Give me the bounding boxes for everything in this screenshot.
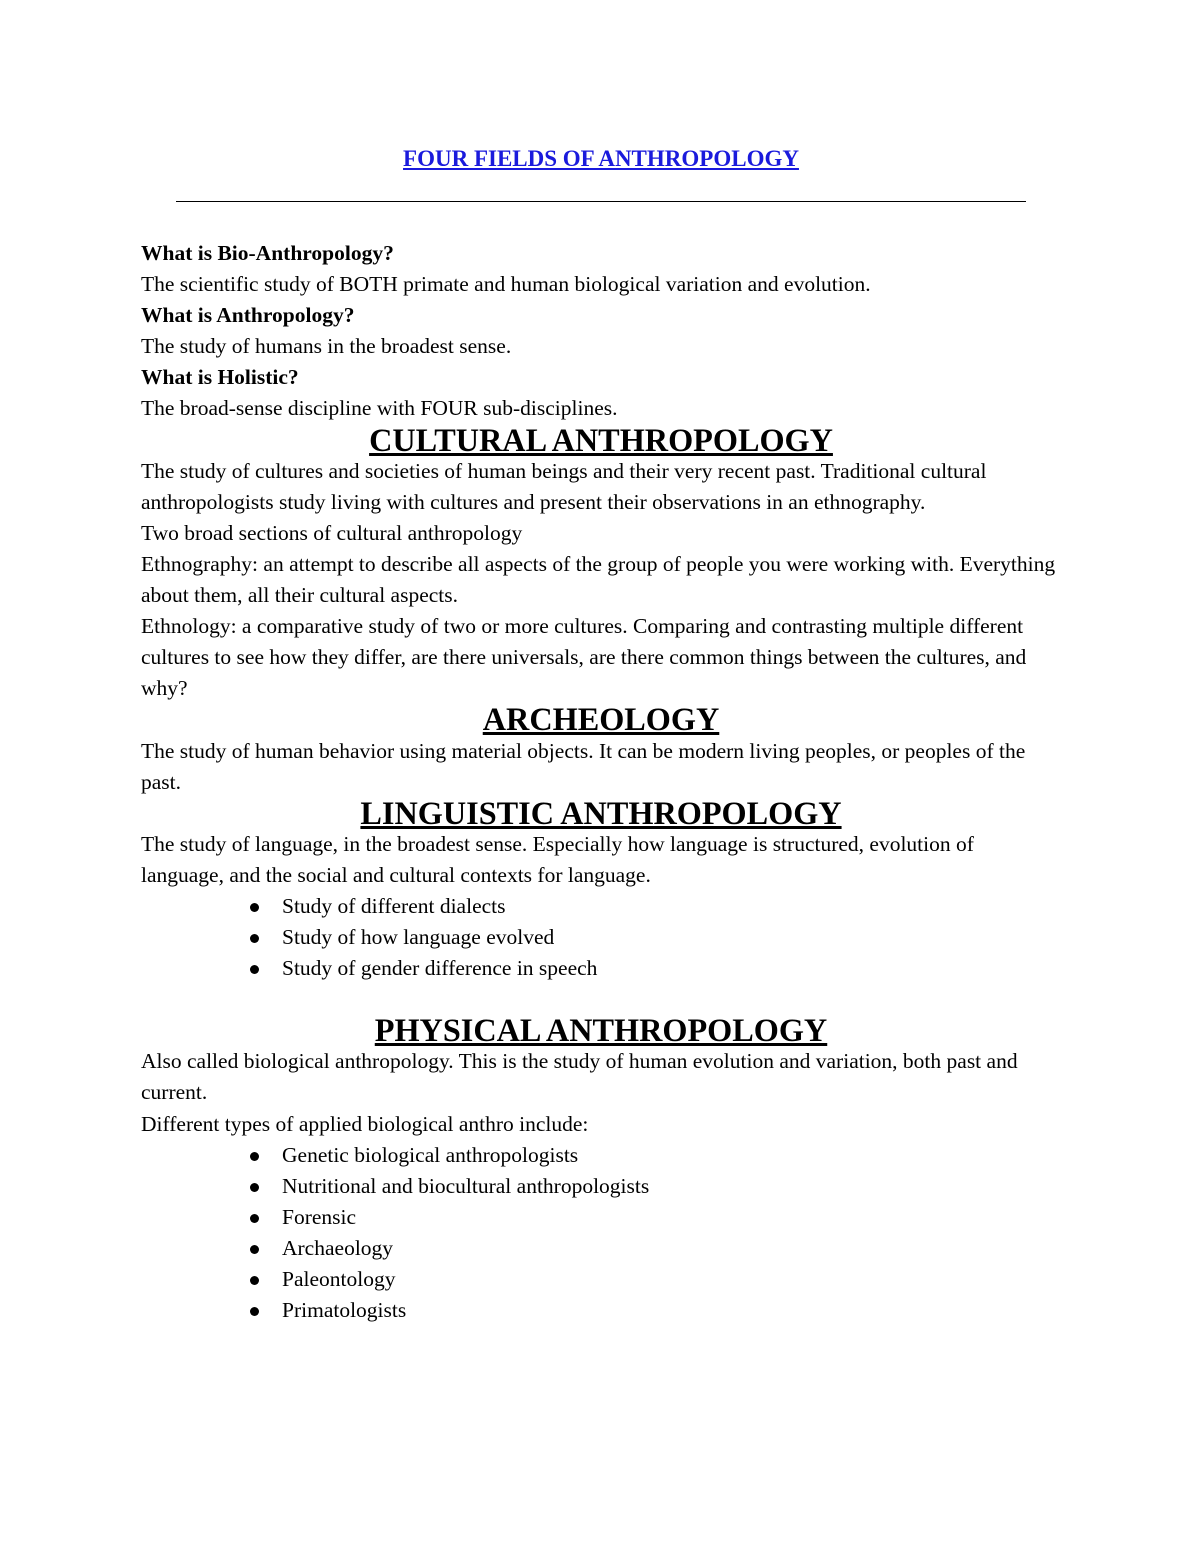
list-item-text: Study of different dialects [282, 893, 506, 918]
list-item [249, 891, 1061, 922]
definition-question: What is Anthropology? [141, 303, 355, 328]
list-item [249, 953, 1061, 984]
paragraph: The study of human behavior using material objects. It can be modern living peoples, or peoples of the past. [141, 738, 1026, 794]
bullet-icon [250, 1152, 259, 1161]
list-item [249, 1140, 1061, 1171]
list-item-text: Nutritional and biocultural anthropologists [282, 1173, 650, 1198]
section-heading: CULTURAL ANTHROPOLOGY [369, 421, 833, 458]
bullet-icon [250, 965, 259, 974]
definition-answer: The broad-sense discipline with FOUR sub-disciplines. [141, 396, 618, 421]
paragraph: Also called biological anthropology. This is the study of human evolution and variation, both past and current. [141, 1049, 1018, 1105]
list-item-text: Study of gender difference in speech [282, 956, 598, 981]
bullet-icon [250, 1307, 259, 1316]
paragraph: Ethnography: an attempt to describe all aspects of the group of people you were working with. Everything about them, all their cultural aspects. [141, 551, 1056, 608]
paragraph: The study of cultures and societies of human beings and their very recent past. Traditional cultural anthropologists study living with cultures and present their observations in an ethnography. [141, 458, 987, 514]
definition-question: What is Holistic? [141, 365, 299, 390]
list-item-text: Genetic biological anthropologists [282, 1142, 579, 1167]
list-item-text: Paleontology [282, 1267, 396, 1291]
bullet-icon [250, 1214, 259, 1223]
list-item [249, 1202, 1061, 1233]
paragraph: Two broad sections of cultural anthropology [141, 520, 523, 545]
bullet-icon [250, 1245, 259, 1254]
paragraph: Ethnology: a comparative study of two or more cultures. Comparing and contrasting multiple different cultures to see how they differ, are there universals, are there common things between the cultures, and why? [141, 614, 1027, 701]
bullet-list [141, 891, 1061, 984]
document-title: FOUR FIELDS OF ANTHROPOLOGY [403, 146, 799, 171]
list-item-text: Study of how language evolved [282, 925, 555, 950]
spacer [141, 984, 1061, 1015]
cultural-anthropology-section [141, 421, 1061, 705]
list-item [249, 922, 1061, 953]
paragraph: The study of language, in the broadest sense. Especially how language is structured, evolution of language, and the social and cultural contexts for language. [141, 831, 974, 887]
bullet-icon [250, 1183, 259, 1192]
definition-answer: The scientific study of BOTH primate and human biological variation and evolution. [141, 272, 871, 297]
document-page [141, 140, 1061, 1326]
physical-anthropology-section [141, 1012, 1061, 1326]
definition-question: What is Bio-Anthropology? [141, 241, 394, 265]
linguistic-anthropology-section [141, 794, 1061, 985]
list-item [249, 1233, 1061, 1264]
list-item [249, 1295, 1061, 1326]
bullet-list [141, 1140, 1061, 1327]
section-heading: ARCHEOLOGY [482, 701, 720, 738]
title-divider [176, 201, 1026, 202]
archeology-section [141, 701, 1061, 797]
bullet-icon [250, 903, 259, 912]
bullet-icon [250, 934, 259, 943]
list-item-text: Forensic [282, 1204, 357, 1229]
list-item [249, 1171, 1061, 1202]
paragraph: Different types of applied biological anthro include: [141, 1111, 589, 1136]
section-heading: LINGUISTIC ANTHROPOLOGY [360, 794, 842, 831]
list-item-text: Primatologists [282, 1298, 407, 1323]
bullet-icon [250, 1276, 259, 1285]
list-item-text: Archaeology [282, 1235, 394, 1260]
definitions [141, 238, 1061, 425]
section-heading: PHYSICAL ANTHROPOLOGY [374, 1012, 828, 1049]
list-item [249, 1264, 1061, 1295]
definition-answer: The study of humans in the broadest sense. [141, 334, 512, 359]
